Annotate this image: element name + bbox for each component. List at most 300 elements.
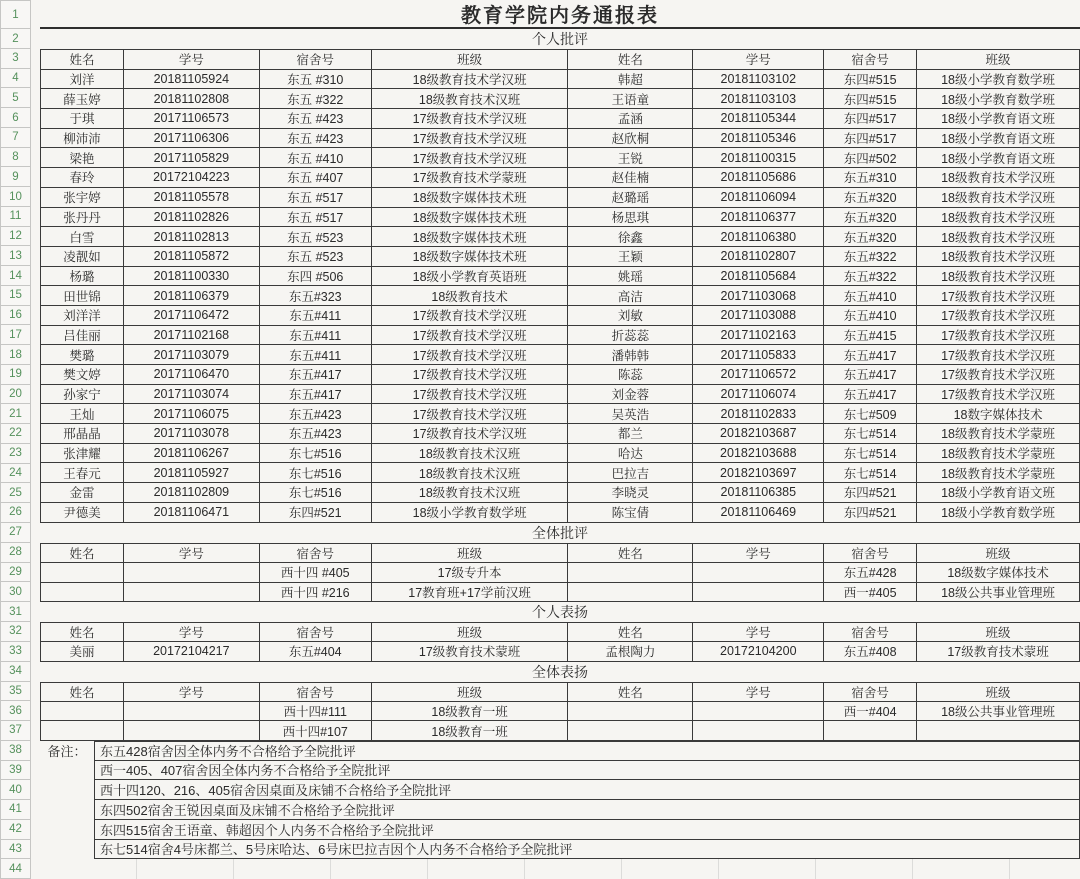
cell[interactable]: 白雪 xyxy=(41,227,124,247)
cell[interactable]: 18级数字媒体技术班 xyxy=(371,207,568,227)
cell[interactable]: 17级教育技术学汉班 xyxy=(371,365,568,385)
cell[interactable]: 东五#310 xyxy=(824,168,917,188)
cell[interactable]: 17级教育技术学汉班 xyxy=(917,365,1080,385)
row-number[interactable]: 15 xyxy=(0,285,31,306)
cell[interactable]: 18级公共事业管理班 xyxy=(917,701,1080,720)
cell[interactable]: 东四#521 xyxy=(259,502,371,522)
remark-cell[interactable]: 西一405、407宿舍因全体内务不合格给予全院批评 xyxy=(94,760,1080,781)
row-number[interactable]: 21 xyxy=(0,403,31,424)
cell[interactable]: 20171103088 xyxy=(693,305,824,325)
cell[interactable]: 20181102807 xyxy=(693,246,824,266)
row-number[interactable]: 43 xyxy=(0,839,31,860)
column-header-cell[interactable]: 学号 xyxy=(123,543,259,562)
empty-grid-row[interactable] xyxy=(40,859,1080,879)
column-header-cell[interactable]: 班级 xyxy=(917,50,1080,70)
cell[interactable]: 17级教育技术学汉班 xyxy=(371,384,568,404)
cell[interactable]: 张宇婷 xyxy=(41,187,124,207)
cell[interactable]: 春玲 xyxy=(41,168,124,188)
cell[interactable]: 东五#410 xyxy=(824,305,917,325)
cell[interactable]: 樊文婷 xyxy=(41,365,124,385)
cell[interactable]: 18级数字媒体技术班 xyxy=(371,246,568,266)
cell[interactable]: 东五#417 xyxy=(259,365,371,385)
cell[interactable]: 20171106573 xyxy=(123,109,259,129)
row-number[interactable]: 22 xyxy=(0,423,31,444)
cell[interactable]: 张丹丹 xyxy=(41,207,124,227)
cell[interactable]: 东五#320 xyxy=(824,207,917,227)
cell[interactable]: 18级教育技术汉班 xyxy=(371,483,568,503)
column-header-cell[interactable]: 班级 xyxy=(371,50,568,70)
row-number[interactable]: 26 xyxy=(0,502,31,523)
column-header-cell[interactable]: 学号 xyxy=(693,50,824,70)
cell[interactable]: 18级教育技术学蒙班 xyxy=(917,463,1080,483)
row-number[interactable]: 7 xyxy=(0,127,31,148)
cell[interactable]: 孟根陶力 xyxy=(568,642,693,661)
row-number[interactable]: 8 xyxy=(0,147,31,168)
row-number[interactable]: 13 xyxy=(0,245,31,266)
cell[interactable]: 刘敏 xyxy=(568,305,693,325)
column-header-cell[interactable]: 班级 xyxy=(371,543,568,562)
cell[interactable]: 18级数字媒体技术班 xyxy=(371,227,568,247)
cell[interactable]: 刘金蓉 xyxy=(568,384,693,404)
cell[interactable] xyxy=(693,563,824,582)
cell[interactable] xyxy=(123,563,259,582)
cell[interactable]: 东七#516 xyxy=(259,463,371,483)
cell[interactable]: 20181105344 xyxy=(693,109,824,129)
cell[interactable]: 陈蕊 xyxy=(568,365,693,385)
cell[interactable]: 吴英浩 xyxy=(568,404,693,424)
cell[interactable]: 巴拉吉 xyxy=(568,463,693,483)
column-header-cell[interactable]: 姓名 xyxy=(568,50,693,70)
row-number[interactable]: 17 xyxy=(0,324,31,345)
cell[interactable]: 东四#515 xyxy=(824,89,917,109)
cell[interactable]: 美丽 xyxy=(41,642,124,661)
cell[interactable] xyxy=(917,721,1080,740)
row-number[interactable]: 42 xyxy=(0,819,31,840)
cell[interactable]: 东五#411 xyxy=(259,305,371,325)
cell[interactable]: 18级教育技术学汉班 xyxy=(917,207,1080,227)
cell[interactable]: 20182103687 xyxy=(693,424,824,444)
cell[interactable]: 东四#517 xyxy=(824,109,917,129)
row-number[interactable]: 34 xyxy=(0,661,31,682)
cell[interactable]: 18级教育技术学汉班 xyxy=(917,168,1080,188)
cell[interactable]: 东五#411 xyxy=(259,345,371,365)
cell[interactable]: 18级教育技术汉班 xyxy=(371,463,568,483)
cell[interactable]: 20181105924 xyxy=(123,69,259,89)
cell[interactable]: 18级教育一班 xyxy=(371,701,568,720)
cell[interactable] xyxy=(123,582,259,601)
cell[interactable]: 20171103078 xyxy=(123,424,259,444)
cell[interactable]: 17级教育技术学汉班 xyxy=(917,345,1080,365)
column-header-cell[interactable]: 姓名 xyxy=(41,682,124,701)
cell[interactable]: 东五#415 xyxy=(824,325,917,345)
cell[interactable]: 17级教育技术学汉班 xyxy=(371,325,568,345)
column-header-cell[interactable]: 姓名 xyxy=(568,682,693,701)
cell[interactable]: 20171106572 xyxy=(693,365,824,385)
cell[interactable]: 17级教育技术学汉班 xyxy=(917,325,1080,345)
cell[interactable]: 18级教育技术学汉班 xyxy=(917,266,1080,286)
column-header-cell[interactable]: 姓名 xyxy=(41,50,124,70)
remark-cell[interactable]: 东五428宿舍因全体内务不合格给予全院批评 xyxy=(94,741,1080,761)
cell[interactable]: 20171106074 xyxy=(693,384,824,404)
cell[interactable]: 东七#516 xyxy=(259,443,371,463)
cell[interactable]: 20171102168 xyxy=(123,325,259,345)
cell[interactable]: 东七#514 xyxy=(824,443,917,463)
row-number[interactable]: 20 xyxy=(0,384,31,405)
cell[interactable]: 20181106380 xyxy=(693,227,824,247)
cell[interactable]: 陈宝倩 xyxy=(568,502,693,522)
cell[interactable]: 折蕊蕊 xyxy=(568,325,693,345)
cell[interactable]: 东五 #322 xyxy=(259,89,371,109)
cell[interactable]: 18级教育技术学汉班 xyxy=(917,187,1080,207)
remark-cell[interactable]: 东四515宿舍王语童、韩超因个人内务不合格给予全院批评 xyxy=(94,819,1080,840)
cell[interactable]: 18级教育技术学汉班 xyxy=(917,227,1080,247)
cell[interactable]: 17级教育技术学汉班 xyxy=(371,128,568,148)
column-header-cell[interactable]: 学号 xyxy=(693,543,824,562)
row-number[interactable]: 32 xyxy=(0,621,31,642)
cell[interactable]: 20171106472 xyxy=(123,305,259,325)
cell[interactable]: 18级小学教育数学班 xyxy=(917,502,1080,522)
column-header-cell[interactable]: 宿舍号 xyxy=(824,543,917,562)
cell[interactable] xyxy=(568,582,693,601)
cell[interactable]: 20181105346 xyxy=(693,128,824,148)
cell[interactable]: 东五 #423 xyxy=(259,128,371,148)
cell[interactable]: 20171102163 xyxy=(693,325,824,345)
cell[interactable]: 20181106094 xyxy=(693,187,824,207)
row-number[interactable]: 18 xyxy=(0,344,31,365)
cell[interactable]: 东五#428 xyxy=(824,563,917,582)
cell[interactable]: 东五#417 xyxy=(824,345,917,365)
cell[interactable]: 20181100330 xyxy=(123,266,259,286)
cell[interactable]: 20181106385 xyxy=(693,483,824,503)
cell[interactable] xyxy=(123,701,259,720)
row-number[interactable]: 28 xyxy=(0,542,31,563)
cell[interactable]: 18级教育技术学汉班 xyxy=(371,69,568,89)
cell[interactable]: 18数字媒体技术 xyxy=(917,404,1080,424)
cell[interactable]: 东四#517 xyxy=(824,128,917,148)
cell[interactable] xyxy=(41,721,124,740)
cell[interactable]: 东七#514 xyxy=(824,424,917,444)
cell[interactable]: 20181102826 xyxy=(123,207,259,227)
cell[interactable]: 20181105578 xyxy=(123,187,259,207)
cell[interactable]: 赵佳楠 xyxy=(568,168,693,188)
cell[interactable]: 20181106471 xyxy=(123,502,259,522)
cell[interactable]: 18级小学教育数学班 xyxy=(917,89,1080,109)
cell[interactable]: 17级教育技术蒙班 xyxy=(917,642,1080,661)
cell[interactable]: 17级教育技术学汉班 xyxy=(371,148,568,168)
cell[interactable]: 东四#521 xyxy=(824,502,917,522)
cell[interactable]: 东五#417 xyxy=(824,365,917,385)
cell[interactable]: 18级小学教育数学班 xyxy=(917,69,1080,89)
cell[interactable]: 东七#514 xyxy=(824,463,917,483)
cell[interactable]: 东五#323 xyxy=(259,286,371,306)
column-header-cell[interactable]: 宿舍号 xyxy=(259,682,371,701)
cell[interactable]: 20181105686 xyxy=(693,168,824,188)
cell[interactable]: 20181106377 xyxy=(693,207,824,227)
cell[interactable]: 20172104223 xyxy=(123,168,259,188)
cell[interactable]: 金雷 xyxy=(41,483,124,503)
row-number[interactable]: 29 xyxy=(0,562,31,583)
cell[interactable]: 17级教育技术学汉班 xyxy=(371,305,568,325)
cell[interactable]: 潘韩韩 xyxy=(568,345,693,365)
cell[interactable]: 20172104200 xyxy=(693,642,824,661)
cell[interactable]: 20182103688 xyxy=(693,443,824,463)
remark-cell[interactable]: 东七514宿舍4号床都兰、5号床哈达、6号床巴拉吉因个人内务不合格给予全院批评 xyxy=(94,839,1080,860)
cell[interactable]: 17级教育技术学汉班 xyxy=(371,345,568,365)
cell[interactable]: 东七#516 xyxy=(259,483,371,503)
cell[interactable]: 东五#320 xyxy=(824,187,917,207)
cell[interactable]: 王语童 xyxy=(568,89,693,109)
row-number[interactable]: 27 xyxy=(0,522,31,543)
cell[interactable]: 20172104217 xyxy=(123,642,259,661)
row-number[interactable]: 12 xyxy=(0,226,31,247)
cell[interactable]: 17级教育技术学汉班 xyxy=(917,286,1080,306)
cell[interactable]: 都兰 xyxy=(568,424,693,444)
cell[interactable]: 西十四 #405 xyxy=(259,563,371,582)
column-header-cell[interactable]: 宿舍号 xyxy=(259,50,371,70)
column-header-cell[interactable]: 班级 xyxy=(917,543,1080,562)
cell[interactable]: 20181100315 xyxy=(693,148,824,168)
cell[interactable]: 杨思琪 xyxy=(568,207,693,227)
cell[interactable]: 哈达 xyxy=(568,443,693,463)
cell[interactable]: 王春元 xyxy=(41,463,124,483)
row-number[interactable]: 6 xyxy=(0,107,31,128)
cell[interactable]: 17教育班+17学前汉班 xyxy=(371,582,568,601)
cell[interactable]: 18级教育技术学蒙班 xyxy=(917,424,1080,444)
cell[interactable]: 20171105833 xyxy=(693,345,824,365)
cell[interactable] xyxy=(41,701,124,720)
row-number[interactable]: 37 xyxy=(0,720,31,741)
cell[interactable]: 18级数字媒体技术 xyxy=(917,563,1080,582)
cell[interactable]: 尹德美 xyxy=(41,502,124,522)
cell[interactable]: 20171105829 xyxy=(123,148,259,168)
cell[interactable]: 东五#322 xyxy=(824,266,917,286)
cell[interactable]: 18级小学教育语文班 xyxy=(917,483,1080,503)
cell[interactable] xyxy=(123,721,259,740)
column-header-cell[interactable]: 学号 xyxy=(123,623,259,642)
cell[interactable]: 20181102808 xyxy=(123,89,259,109)
cell[interactable]: 20181102809 xyxy=(123,483,259,503)
cell[interactable]: 东五#423 xyxy=(259,404,371,424)
row-number[interactable]: 39 xyxy=(0,760,31,781)
cell[interactable]: 东五#411 xyxy=(259,325,371,345)
cell[interactable]: 东四#521 xyxy=(824,483,917,503)
cell[interactable]: 东五 #517 xyxy=(259,187,371,207)
row-number[interactable]: 25 xyxy=(0,482,31,503)
column-header-cell[interactable]: 姓名 xyxy=(568,623,693,642)
cell[interactable]: 东五#417 xyxy=(259,384,371,404)
cell[interactable] xyxy=(41,582,124,601)
cell[interactable]: 薛玉婷 xyxy=(41,89,124,109)
cell[interactable]: 18级教育技术学汉班 xyxy=(917,246,1080,266)
row-number[interactable]: 10 xyxy=(0,186,31,207)
cell[interactable]: 邢晶晶 xyxy=(41,424,124,444)
column-header-cell[interactable]: 学号 xyxy=(693,623,824,642)
cell[interactable]: 18级教育技术汉班 xyxy=(371,89,568,109)
cell[interactable]: 20181102813 xyxy=(123,227,259,247)
cell[interactable]: 20171103074 xyxy=(123,384,259,404)
cell[interactable]: 于琪 xyxy=(41,109,124,129)
cell[interactable]: 刘洋 xyxy=(41,69,124,89)
row-number[interactable]: 40 xyxy=(0,779,31,800)
cell[interactable]: 东四#502 xyxy=(824,148,917,168)
column-header-cell[interactable]: 宿舍号 xyxy=(259,623,371,642)
cell[interactable]: 20171103079 xyxy=(123,345,259,365)
cell[interactable]: 东五 #310 xyxy=(259,69,371,89)
cell[interactable]: 梁艳 xyxy=(41,148,124,168)
cell[interactable]: 东五 #523 xyxy=(259,246,371,266)
cell[interactable]: 张津耀 xyxy=(41,443,124,463)
cell[interactable]: 赵璐瑶 xyxy=(568,187,693,207)
cell[interactable]: 18级小学教育英语班 xyxy=(371,266,568,286)
row-number[interactable]: 3 xyxy=(0,48,31,69)
row-number[interactable]: 33 xyxy=(0,641,31,662)
column-header-cell[interactable]: 班级 xyxy=(917,682,1080,701)
cell[interactable]: 18级教育技术汉班 xyxy=(371,443,568,463)
cell[interactable]: 20171106306 xyxy=(123,128,259,148)
row-number[interactable]: 2 xyxy=(0,28,31,49)
cell[interactable]: 东五#410 xyxy=(824,286,917,306)
cell[interactable]: 18级数字媒体技术班 xyxy=(371,187,568,207)
cell[interactable]: 东七#509 xyxy=(824,404,917,424)
cell[interactable]: 孟涵 xyxy=(568,109,693,129)
cell[interactable]: 17级教育技术学汉班 xyxy=(371,424,568,444)
cell[interactable]: 西十四#107 xyxy=(259,721,371,740)
row-number[interactable]: 11 xyxy=(0,206,31,227)
cell[interactable]: 20181106469 xyxy=(693,502,824,522)
title-cell[interactable] xyxy=(40,0,1080,29)
column-header-cell[interactable]: 姓名 xyxy=(568,543,693,562)
row-number[interactable]: 31 xyxy=(0,601,31,622)
row-number[interactable]: 14 xyxy=(0,265,31,286)
cell[interactable]: 凌靓如 xyxy=(41,246,124,266)
cell[interactable]: 18级小学教育数学班 xyxy=(371,502,568,522)
cell[interactable]: 东五 #410 xyxy=(259,148,371,168)
cell[interactable]: 20182103697 xyxy=(693,463,824,483)
row-number[interactable]: 44 xyxy=(0,858,31,879)
cell[interactable]: 17级教育技术学汉班 xyxy=(917,384,1080,404)
remark-cell[interactable]: 东四502宿舍王锐因桌面及床铺不合格给予全院批评 xyxy=(94,799,1080,820)
column-header-cell[interactable]: 宿舍号 xyxy=(824,623,917,642)
cell[interactable]: 杨璐 xyxy=(41,266,124,286)
cell[interactable]: 韩超 xyxy=(568,69,693,89)
cell[interactable] xyxy=(693,582,824,601)
cell[interactable]: 17级专升本 xyxy=(371,563,568,582)
cell[interactable]: 东五#417 xyxy=(824,384,917,404)
cell[interactable]: 王灿 xyxy=(41,404,124,424)
row-number[interactable]: 35 xyxy=(0,681,31,702)
row-number[interactable]: 24 xyxy=(0,463,31,484)
column-header-cell[interactable]: 姓名 xyxy=(41,623,124,642)
cell[interactable]: 东五#404 xyxy=(259,642,371,661)
cell[interactable]: 20181103103 xyxy=(693,89,824,109)
row-number[interactable]: 30 xyxy=(0,581,31,602)
cell[interactable]: 李晓灵 xyxy=(568,483,693,503)
row-number[interactable]: 16 xyxy=(0,305,31,326)
cell[interactable]: 东五 #523 xyxy=(259,227,371,247)
cell[interactable]: 20171106470 xyxy=(123,365,259,385)
cell[interactable] xyxy=(41,563,124,582)
cell[interactable]: 东五#322 xyxy=(824,246,917,266)
column-header-cell[interactable]: 学号 xyxy=(693,682,824,701)
cell[interactable]: 20181105872 xyxy=(123,246,259,266)
column-header-cell[interactable]: 宿舍号 xyxy=(824,50,917,70)
column-header-cell[interactable]: 班级 xyxy=(371,623,568,642)
cell[interactable]: 徐鑫 xyxy=(568,227,693,247)
cell[interactable]: 东五#408 xyxy=(824,642,917,661)
cell[interactable]: 17级教育技术学汉班 xyxy=(371,109,568,129)
cell[interactable]: 17级教育技术蒙班 xyxy=(371,642,568,661)
cell[interactable]: 王锐 xyxy=(568,148,693,168)
column-header-cell[interactable]: 班级 xyxy=(917,623,1080,642)
cell[interactable]: 吕佳丽 xyxy=(41,325,124,345)
cell[interactable]: 刘洋洋 xyxy=(41,305,124,325)
column-header-cell[interactable]: 学号 xyxy=(123,682,259,701)
cell[interactable]: 17级教育技术学汉班 xyxy=(371,404,568,424)
cell[interactable]: 西一#405 xyxy=(824,582,917,601)
cell[interactable]: 20181106379 xyxy=(123,286,259,306)
column-header-cell[interactable]: 班级 xyxy=(371,682,568,701)
cell[interactable]: 西一#404 xyxy=(824,701,917,720)
cell[interactable]: 18级公共事业管理班 xyxy=(917,582,1080,601)
cell[interactable]: 东四 #506 xyxy=(259,266,371,286)
row-number[interactable]: 1 xyxy=(0,0,31,29)
row-number[interactable]: 5 xyxy=(0,87,31,108)
cell[interactable]: 20181102833 xyxy=(693,404,824,424)
cell[interactable]: 20181106267 xyxy=(123,443,259,463)
column-header-cell[interactable]: 姓名 xyxy=(41,543,124,562)
row-number[interactable]: 36 xyxy=(0,700,31,721)
cell[interactable]: 西十四#111 xyxy=(259,701,371,720)
row-number[interactable]: 4 xyxy=(0,68,31,89)
cell[interactable]: 18级小学教育语文班 xyxy=(917,128,1080,148)
cell[interactable]: 18级小学教育语文班 xyxy=(917,109,1080,129)
row-number[interactable]: 9 xyxy=(0,166,31,187)
column-header-cell[interactable]: 宿舍号 xyxy=(259,543,371,562)
cell[interactable] xyxy=(568,721,693,740)
cell[interactable]: 孙家宁 xyxy=(41,384,124,404)
row-number[interactable]: 41 xyxy=(0,799,31,820)
cell[interactable]: 20171103068 xyxy=(693,286,824,306)
cell[interactable]: 王颖 xyxy=(568,246,693,266)
cell[interactable]: 17级教育技术学蒙班 xyxy=(371,168,568,188)
cell[interactable] xyxy=(693,721,824,740)
cell[interactable]: 18级小学教育语文班 xyxy=(917,148,1080,168)
cell[interactable]: 18级教育一班 xyxy=(371,721,568,740)
cell[interactable] xyxy=(568,701,693,720)
cell[interactable]: 西十四 #216 xyxy=(259,582,371,601)
cell[interactable]: 20181105684 xyxy=(693,266,824,286)
column-header-cell[interactable]: 宿舍号 xyxy=(824,682,917,701)
cell[interactable]: 18级教育技术学蒙班 xyxy=(917,443,1080,463)
cell[interactable]: 17级教育技术学汉班 xyxy=(917,305,1080,325)
cell[interactable] xyxy=(693,701,824,720)
row-number[interactable]: 23 xyxy=(0,443,31,464)
cell[interactable]: 樊璐 xyxy=(41,345,124,365)
cell[interactable]: 东五 #407 xyxy=(259,168,371,188)
column-header-cell[interactable]: 学号 xyxy=(123,50,259,70)
cell[interactable]: 20171106075 xyxy=(123,404,259,424)
cell[interactable] xyxy=(568,563,693,582)
cell[interactable]: 18级教育技术 xyxy=(371,286,568,306)
cell[interactable]: 赵欣桐 xyxy=(568,128,693,148)
cell[interactable]: 高洁 xyxy=(568,286,693,306)
remark-cell[interactable]: 西十四120、216、405宿舍因桌面及床铺不合格给予全院批评 xyxy=(94,779,1080,800)
cell[interactable]: 东五 #423 xyxy=(259,109,371,129)
row-number[interactable]: 38 xyxy=(0,740,31,761)
cell[interactable]: 田世锦 xyxy=(41,286,124,306)
cell[interactable]: 东五#423 xyxy=(259,424,371,444)
cell[interactable] xyxy=(824,721,917,740)
